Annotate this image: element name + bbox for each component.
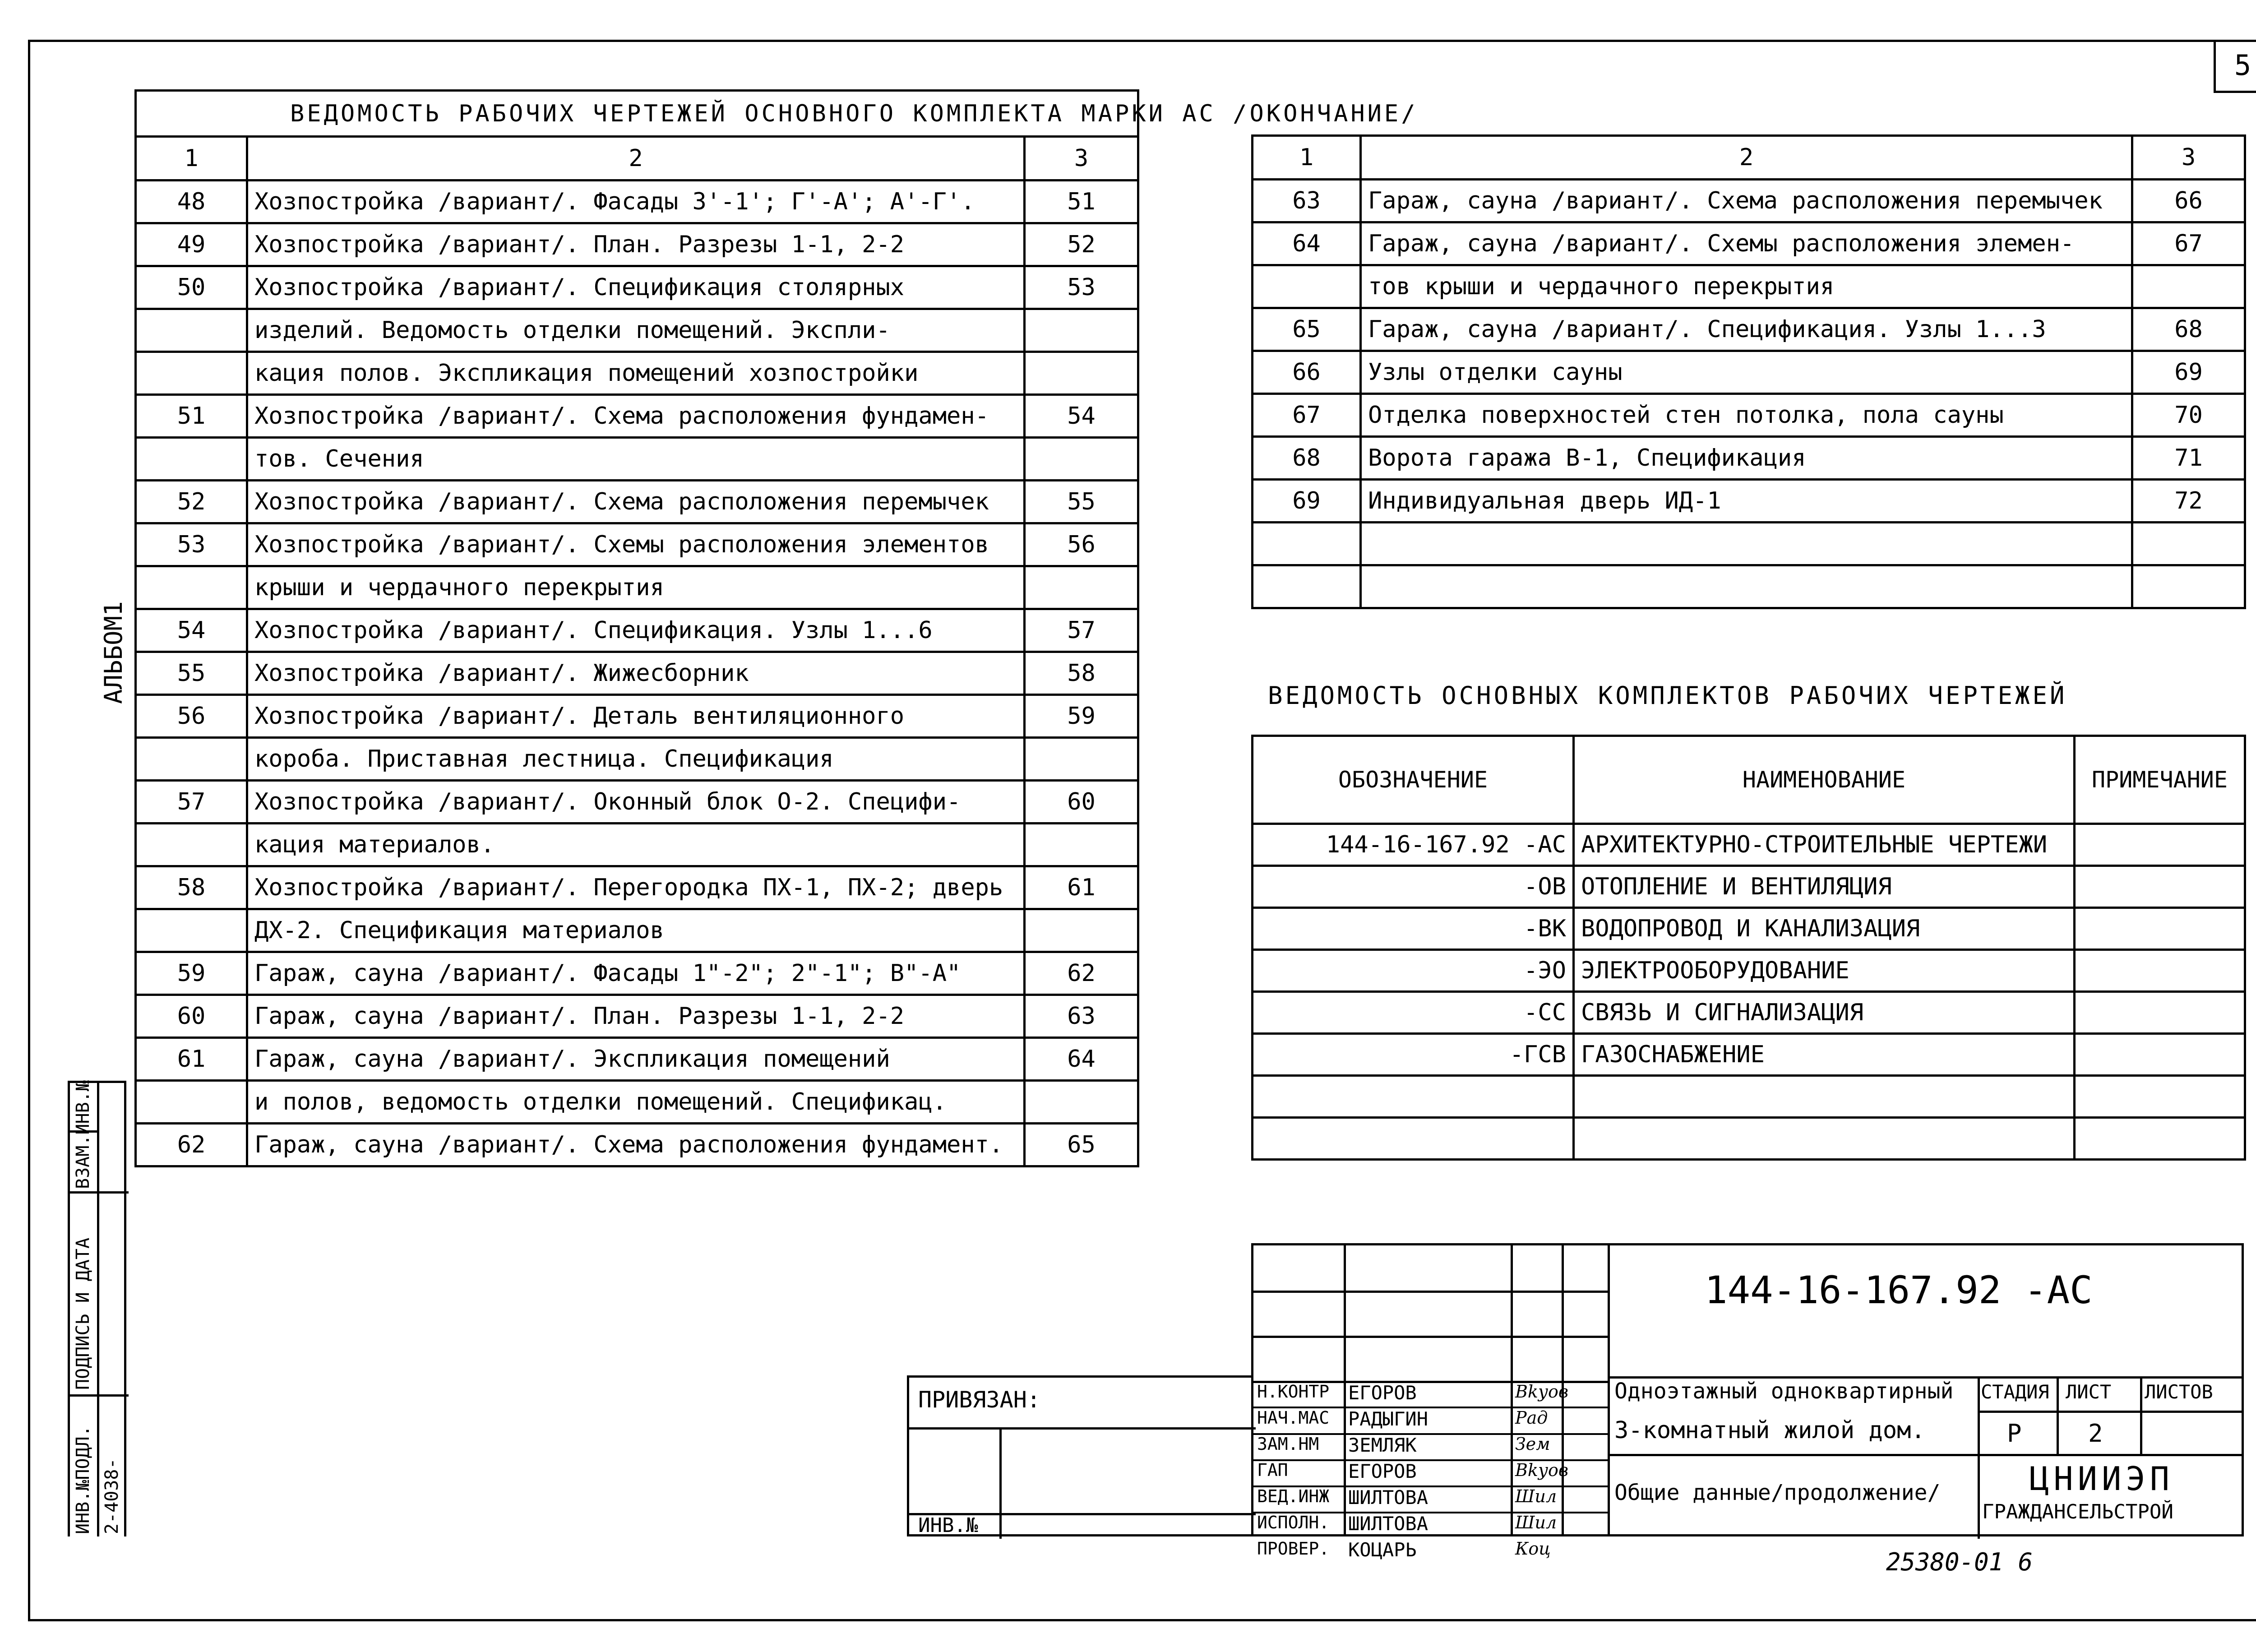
right-cell <box>1253 265 1361 308</box>
left-cell <box>136 438 247 481</box>
signature-role: ВЕД.ИНЖ <box>1257 1486 1330 1506</box>
right-cell: Гараж, сауна /вариант/. Спецификация. Узлы 1...3 <box>1361 308 2132 351</box>
left-cell: 52 <box>136 481 247 523</box>
left-row <box>136 866 1138 909</box>
right-row <box>1253 523 2245 565</box>
right-row <box>1253 351 2245 394</box>
left-cell: тов. Сечения <box>247 438 1025 481</box>
left-cell <box>1025 738 1138 781</box>
left-cell: 51 <box>1025 180 1138 223</box>
sets-cell: СВЯЗЬ И СИГНАЛИЗАЦИЯ <box>1574 992 2075 1034</box>
title-block <box>1251 1243 2244 1561</box>
right-cell: 71 <box>2132 437 2245 480</box>
right-row <box>1253 394 2245 437</box>
right-cell: 63 <box>1253 180 1361 222</box>
right-cell <box>1253 565 1361 608</box>
sheet-label: ЛИСТ <box>2066 1381 2112 1403</box>
left-cell: 60 <box>136 995 247 1038</box>
sets-table <box>1251 735 2246 1161</box>
stage-label: СТАДИЯ <box>1981 1381 2049 1403</box>
signature-mark: Шил <box>1515 1486 1557 1506</box>
sets-cell: ЭЛЕКТРООБОРУДОВАНИЕ <box>1574 950 2075 992</box>
sheet-value: 2 <box>2088 1419 2103 1448</box>
left-row <box>136 1124 1138 1166</box>
sets-row <box>1253 1034 2245 1076</box>
signature-role: ИСПОЛН. <box>1257 1513 1330 1532</box>
sets-cell <box>2075 1034 2245 1076</box>
left-col-header: 3 <box>1025 137 1138 180</box>
right-drawings-table <box>1251 134 2246 609</box>
right-row <box>1253 565 2245 608</box>
signature-mark: Коц <box>1515 1539 1551 1559</box>
right-cell: Отделка поверхностей стен потолка, пола сауны <box>1361 394 2132 437</box>
right-row <box>1253 437 2245 480</box>
left-col-header: 1 <box>136 137 247 180</box>
sheets-label: ЛИСТОВ <box>2145 1381 2213 1403</box>
left-cell: кация полов. Экспликация помещений хозпостройки <box>247 352 1025 395</box>
right-row <box>1253 480 2245 523</box>
sets-row <box>1253 1118 2245 1160</box>
left-cell: 54 <box>136 609 247 652</box>
sets-cell <box>2075 992 2245 1034</box>
right-row <box>1253 180 2245 222</box>
sets-cell <box>1574 1118 2075 1160</box>
sets-cell <box>1574 1076 2075 1118</box>
sets-cell <box>2075 950 2245 992</box>
left-cell: 49 <box>136 223 247 266</box>
sets-cell <box>2075 1118 2245 1160</box>
left-cell <box>1025 438 1138 481</box>
sheet-number: 5 <box>2214 40 2256 93</box>
left-cell: 62 <box>136 1124 247 1166</box>
footer-code: 25380-01 6 <box>1886 1548 2033 1576</box>
left-row <box>136 352 1138 395</box>
left-cell <box>136 738 247 781</box>
left-cell: 58 <box>136 866 247 909</box>
right-cell: Ворота гаража В-1, Спецификация <box>1361 437 2132 480</box>
sets-header-name: НАИМЕНОВАНИЕ <box>1574 736 2075 824</box>
sets-header-note: ПРИМЕЧАНИЕ <box>2075 736 2245 824</box>
signature-mark: Зем <box>1515 1434 1550 1454</box>
right-row <box>1253 308 2245 351</box>
right-cell <box>2132 265 2245 308</box>
left-cell: Хозпостройка /вариант/. Спецификация. Узлы 1...6 <box>247 609 1025 652</box>
sets-cell <box>2075 866 2245 908</box>
signature-role: ПРОВЕР. <box>1257 1539 1330 1559</box>
right-cell: тов крыши и чердачного перекрытия <box>1361 265 2132 308</box>
signature-name: ШИЛТОВА <box>1348 1486 1428 1509</box>
left-row <box>136 824 1138 866</box>
signature-mark: Рад <box>1515 1408 1548 1428</box>
sets-row <box>1253 866 2245 908</box>
sets-cell: ВОДОПРОВОД И КАНАЛИЗАЦИЯ <box>1574 908 2075 950</box>
left-cell: 57 <box>1025 609 1138 652</box>
left-table-title: ВЕДОМОСТЬ РАБОЧИХ ЧЕРТЕЖЕЙ ОСНОВНОГО КОМПЛЕКТА МАРКИ АС /ОКОНЧАНИЕ/ <box>136 91 1138 137</box>
left-cell: 48 <box>136 180 247 223</box>
left-cell: Хозпостройка /вариант/. План. Разрезы 1-1, 2-2 <box>247 223 1025 266</box>
left-cell: Гараж, сауна /вариант/. Схема расположения фундамент. <box>247 1124 1025 1166</box>
left-cell: 56 <box>136 695 247 738</box>
right-cell: 72 <box>2132 480 2245 523</box>
sets-cell: -ЭО <box>1253 950 1574 992</box>
right-cell: Узлы отделки сауны <box>1361 351 2132 394</box>
sets-cell: -ГСВ <box>1253 1034 1574 1076</box>
left-cell: Хозпостройка /вариант/. Деталь вентиляционного <box>247 695 1025 738</box>
signature-mark: Вkуов <box>1515 1382 1568 1402</box>
side-stamp <box>68 1081 126 1536</box>
left-cell: 54 <box>1025 395 1138 438</box>
left-cell <box>136 352 247 395</box>
left-row <box>136 438 1138 481</box>
left-row <box>136 1038 1138 1081</box>
left-cell <box>1025 309 1138 352</box>
sets-header-designation: ОБОЗНАЧЕНИЕ <box>1253 736 1574 824</box>
left-cell: 51 <box>136 395 247 438</box>
right-cell: 69 <box>1253 480 1361 523</box>
signature-mark: Шил <box>1515 1513 1557 1532</box>
right-cell: 65 <box>1253 308 1361 351</box>
sets-row <box>1253 992 2245 1034</box>
sets-cell: АРХИТЕКТУРНО-СТРОИТЕЛЬНЫЕ ЧЕРТЕЖИ <box>1574 824 2075 866</box>
sheet-title: Общие данные/продолжение/ <box>1614 1480 1941 1505</box>
left-row <box>136 695 1138 738</box>
sets-row <box>1253 908 2245 950</box>
left-cell: 56 <box>1025 523 1138 566</box>
left-cell: Хозпостройка /вариант/. Схема расположения перемычек <box>247 481 1025 523</box>
left-cell: короба. Приставная лестница. Спецификация <box>247 738 1025 781</box>
left-cell: кация материалов. <box>247 824 1025 866</box>
left-cell: 63 <box>1025 995 1138 1038</box>
left-cell: Гараж, сауна /вариант/. Экспликация помещений <box>247 1038 1025 1081</box>
left-row <box>136 566 1138 609</box>
right-cell: 66 <box>2132 180 2245 222</box>
sets-cell <box>2075 908 2245 950</box>
signature-role: ЗАМ.НМ <box>1257 1434 1319 1454</box>
left-cell <box>1025 1081 1138 1124</box>
sets-cell: -ВК <box>1253 908 1574 950</box>
bound-block <box>907 1375 1253 1536</box>
right-cell <box>1361 565 2132 608</box>
signature-name: ЗЕМЛЯК <box>1348 1434 1417 1456</box>
right-cell: 67 <box>2132 222 2245 265</box>
left-cell <box>136 824 247 866</box>
right-col-header: 3 <box>2132 136 2245 180</box>
right-cell: 70 <box>2132 394 2245 437</box>
sets-cell <box>2075 1076 2245 1118</box>
left-cell: Хозпостройка /вариант/. Спецификация столярных <box>247 266 1025 309</box>
left-row <box>136 995 1138 1038</box>
sets-cell: -ОВ <box>1253 866 1574 908</box>
left-cell: Хозпостройка /вариант/. Фасады 3'-1'; Г'-А'; А'-Г'. <box>247 180 1025 223</box>
left-row <box>136 609 1138 652</box>
sets-cell <box>1253 1118 1574 1160</box>
left-cell: Гараж, сауна /вариант/. План. Разрезы 1-1, 2-2 <box>247 995 1025 1038</box>
left-cell: 61 <box>1025 866 1138 909</box>
right-cell: 64 <box>1253 222 1361 265</box>
bound-label: ПРИВЯЗАН: <box>918 1387 1040 1413</box>
left-row <box>136 738 1138 781</box>
left-cell: 59 <box>136 952 247 995</box>
left-row <box>136 909 1138 952</box>
signature-name: КОЦАРЬ <box>1348 1539 1417 1561</box>
sets-row <box>1253 1076 2245 1118</box>
object-name-line1: Одноэтажный одноквартирный <box>1614 1379 1954 1404</box>
signature-role: Н.КОНТР <box>1257 1382 1330 1402</box>
sets-cell: ОТОПЛЕНИЕ И ВЕНТИЛЯЦИЯ <box>1574 866 2075 908</box>
object-name-line2: 3-комнатный жилой дом. <box>1614 1417 1925 1444</box>
signature-name: РАДЫГИН <box>1348 1408 1428 1430</box>
left-cell <box>1025 566 1138 609</box>
right-cell: 68 <box>1253 437 1361 480</box>
left-cell: ДХ-2. Спецификация материалов <box>247 909 1025 952</box>
sets-table-title: ВЕДОМОСТЬ ОСНОВНЫХ КОМПЛЕКТОВ РАБОЧИХ ЧЕРТЕЖЕЙ <box>1268 681 2067 710</box>
left-cell: и полов, ведомость отделки помещений. Спецификац. <box>247 1081 1025 1124</box>
left-cell: 59 <box>1025 695 1138 738</box>
signature-mark: Вkуов <box>1515 1460 1568 1480</box>
org-name: ЦНИИЭП <box>2029 1460 2174 1498</box>
inv-label: ИНВ.№ <box>918 1514 978 1537</box>
stage-value: Р <box>2007 1419 2022 1448</box>
right-cell: 66 <box>1253 351 1361 394</box>
right-row <box>1253 265 2245 308</box>
right-col-header: 1 <box>1253 136 1361 180</box>
left-cell: 53 <box>1025 266 1138 309</box>
left-cell: 64 <box>1025 1038 1138 1081</box>
sets-cell: 144-16-167.92 -АС <box>1253 824 1574 866</box>
left-cell: крыши и чердачного перекрытия <box>247 566 1025 609</box>
signature-name: ШИЛТОВА <box>1348 1513 1428 1535</box>
left-cell: Гараж, сауна /вариант/. Фасады 1"-2"; 2"-1"; В"-А" <box>247 952 1025 995</box>
left-cell: 60 <box>1025 781 1138 824</box>
left-cell: 55 <box>1025 481 1138 523</box>
document-code: 144-16-167.92 -АС <box>1705 1268 2093 1312</box>
left-cell: 61 <box>136 1038 247 1081</box>
left-cell: 62 <box>1025 952 1138 995</box>
left-row <box>136 652 1138 695</box>
signature-name: ЕГОРОВ <box>1348 1460 1417 1482</box>
left-cell <box>1025 824 1138 866</box>
left-cell <box>136 909 247 952</box>
side-inv-value: 2-4038- <box>102 1458 122 1534</box>
side-sign-date: ПОДПИСЬ И ДАТА <box>73 1237 93 1390</box>
right-row <box>1253 222 2245 265</box>
left-cell: 50 <box>136 266 247 309</box>
left-row <box>136 781 1138 824</box>
right-cell <box>1253 523 1361 565</box>
signature-role: ГАП <box>1257 1460 1288 1480</box>
left-cell: Хозпостройка /вариант/. Перегородка ПХ-1, ПХ-2; дверь <box>247 866 1025 909</box>
right-cell: 67 <box>1253 394 1361 437</box>
left-cell: 52 <box>1025 223 1138 266</box>
sets-cell: ГАЗОСНАБЖЕНИЕ <box>1574 1034 2075 1076</box>
left-row <box>136 180 1138 223</box>
left-cell: 65 <box>1025 1124 1138 1166</box>
side-replace-inv: ВЗАМ.ИНВ.№ <box>73 1080 93 1189</box>
left-cell: изделий. Ведомость отделки помещений. Экспли- <box>247 309 1025 352</box>
sets-cell: -СС <box>1253 992 1574 1034</box>
sets-row <box>1253 824 2245 866</box>
sets-cell <box>2075 824 2245 866</box>
left-col-header: 2 <box>247 137 1025 180</box>
left-row <box>136 481 1138 523</box>
left-row <box>136 1081 1138 1124</box>
right-cell <box>1361 523 2132 565</box>
right-cell: 69 <box>2132 351 2245 394</box>
left-cell <box>136 566 247 609</box>
left-cell <box>1025 352 1138 395</box>
signature-name: ЕГОРОВ <box>1348 1382 1417 1404</box>
album-label: АЛЬБОМ1 <box>99 601 128 704</box>
left-row <box>136 395 1138 438</box>
right-cell <box>2132 523 2245 565</box>
left-cell <box>1025 909 1138 952</box>
left-cell: 55 <box>136 652 247 695</box>
sets-row <box>1253 950 2245 992</box>
right-cell <box>2132 565 2245 608</box>
left-cell: Хозпостройка /вариант/. Схема расположения фундамен- <box>247 395 1025 438</box>
right-col-header: 2 <box>1361 136 2132 180</box>
left-cell: 58 <box>1025 652 1138 695</box>
left-cell: 57 <box>136 781 247 824</box>
signature-role: НАЧ.МАС <box>1257 1408 1330 1428</box>
side-inv-orig: ИНВ.№ПОДЛ. <box>73 1425 93 1534</box>
left-row <box>136 309 1138 352</box>
right-cell: 68 <box>2132 308 2245 351</box>
sets-cell <box>1253 1076 1574 1118</box>
left-cell <box>136 309 247 352</box>
left-cell: Хозпостройка /вариант/. Схемы расположения элементов <box>247 523 1025 566</box>
right-cell: Индивидуальная дверь ИД-1 <box>1361 480 2132 523</box>
left-row <box>136 952 1138 995</box>
left-cell: Хозпостройка /вариант/. Оконный блок О-2. Специфи- <box>247 781 1025 824</box>
left-row <box>136 523 1138 566</box>
left-cell: Хозпостройка /вариант/. Жижесборник <box>247 652 1025 695</box>
left-row <box>136 223 1138 266</box>
left-row <box>136 266 1138 309</box>
right-cell: Гараж, сауна /вариант/. Схемы расположения элемен- <box>1361 222 2132 265</box>
right-cell: Гараж, сауна /вариант/. Схема расположения перемычек <box>1361 180 2132 222</box>
left-cell <box>136 1081 247 1124</box>
left-cell: 53 <box>136 523 247 566</box>
org-subname: ГРАЖДАНСЕЛЬСТРОЙ <box>1982 1500 2173 1523</box>
